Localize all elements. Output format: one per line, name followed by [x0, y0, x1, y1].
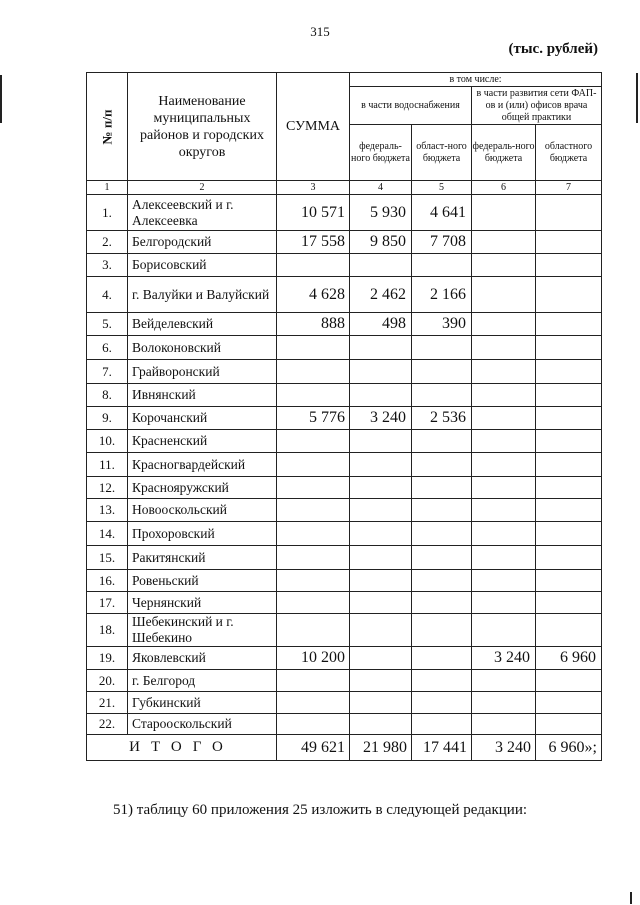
row-fap-federal [472, 499, 536, 522]
table-row [87, 592, 602, 614]
row-number: 20. [87, 670, 128, 692]
row-water-federal: 5 930 [350, 195, 412, 231]
row-sum: 4 628 [277, 277, 350, 313]
row-water-regional: 2 166 [412, 277, 472, 313]
row-sum [277, 499, 350, 522]
table-row [87, 614, 602, 647]
row-name: Ракитянский [128, 546, 277, 570]
row-water-regional: 2 536 [412, 407, 472, 430]
row-water-regional [412, 670, 472, 692]
row-water-regional [412, 499, 472, 522]
row-name: Красненский [128, 430, 277, 453]
scan-edge-mark-left [0, 75, 2, 123]
row-fap-federal [472, 546, 536, 570]
row-sum: 5 776 [277, 407, 350, 430]
row-sum [277, 670, 350, 692]
row-fap-regional [536, 499, 602, 522]
row-number: 18. [87, 614, 128, 647]
row-fap-federal [472, 453, 536, 477]
row-fap-federal [472, 231, 536, 254]
row-sum [277, 384, 350, 407]
row-fap-regional [536, 714, 602, 735]
row-number: 13. [87, 499, 128, 522]
row-water-federal: 2 462 [350, 277, 412, 313]
table-row [87, 522, 602, 546]
row-fap-federal [472, 313, 536, 336]
row-name: Алексеевский и г. Алексеевка [128, 195, 277, 231]
row-fap-regional [536, 614, 602, 647]
row-number: 12. [87, 477, 128, 499]
row-name: Прохоровский [128, 522, 277, 546]
table-row [87, 499, 602, 522]
row-name: Волоконовский [128, 336, 277, 360]
row-fap-federal [472, 384, 536, 407]
row-sum [277, 714, 350, 735]
header-name: Наименование муниципальных районов и городских округов [128, 73, 277, 181]
row-water-federal [350, 614, 412, 647]
row-number: 3. [87, 254, 128, 277]
table-row [87, 407, 602, 430]
row-fap-regional [536, 570, 602, 592]
total-row [87, 735, 602, 761]
row-sum [277, 477, 350, 499]
header-including: в том числе: [350, 73, 602, 87]
row-sum [277, 453, 350, 477]
row-number: 17. [87, 592, 128, 614]
row-fap-federal [472, 477, 536, 499]
table-row [87, 336, 602, 360]
table-row [87, 254, 602, 277]
row-fap-federal [472, 614, 536, 647]
header-fap-regional: областного бюджета [536, 125, 602, 181]
row-water-regional: 7 708 [412, 231, 472, 254]
row-name: Красногвардейский [128, 453, 277, 477]
column-number: 4 [350, 181, 412, 195]
row-name: Старооскольский [128, 714, 277, 735]
row-fap-regional [536, 336, 602, 360]
header-water-federal: федераль-ного бюджета [350, 125, 412, 181]
row-water-regional [412, 546, 472, 570]
row-number: 7. [87, 360, 128, 384]
row-water-regional [412, 614, 472, 647]
row-fap-regional [536, 313, 602, 336]
row-fap-federal [472, 407, 536, 430]
total-label: ИТОГО [87, 735, 277, 761]
row-sum [277, 692, 350, 714]
column-number: 2 [128, 181, 277, 195]
column-number: 5 [412, 181, 472, 195]
row-water-regional [412, 522, 472, 546]
row-fap-regional [536, 546, 602, 570]
total-fap-regional: 6 960»; [536, 735, 602, 761]
row-fap-federal [472, 670, 536, 692]
row-number: 6. [87, 336, 128, 360]
row-water-federal [350, 670, 412, 692]
row-fap-regional [536, 477, 602, 499]
table-row [87, 570, 602, 592]
row-water-regional [412, 570, 472, 592]
row-number: 11. [87, 453, 128, 477]
row-fap-regional [536, 407, 602, 430]
row-fap-regional [536, 692, 602, 714]
row-name: Ивнянский [128, 384, 277, 407]
row-fap-regional [536, 360, 602, 384]
page-number: 315 [310, 24, 330, 39]
row-water-federal [350, 592, 412, 614]
row-fap-federal [472, 277, 536, 313]
row-sum [277, 592, 350, 614]
header-fap: в части развития сети ФАП-ов и (или) офисов врача общей практики [472, 87, 602, 125]
header-sum: СУММА [277, 73, 350, 181]
table-row [87, 430, 602, 453]
row-fap-federal [472, 360, 536, 384]
row-name: г. Белгород [128, 670, 277, 692]
row-water-federal [350, 714, 412, 735]
row-name: Шебекинский и г. Шебекино [128, 614, 277, 647]
row-sum: 10 200 [277, 647, 350, 670]
row-sum: 888 [277, 313, 350, 336]
row-sum: 17 558 [277, 231, 350, 254]
row-water-federal: 498 [350, 313, 412, 336]
row-sum [277, 522, 350, 546]
row-fap-regional [536, 231, 602, 254]
header-water: в части водоснабжения [350, 87, 472, 125]
row-water-regional [412, 714, 472, 735]
row-name: Борисовский [128, 254, 277, 277]
row-fap-federal [472, 570, 536, 592]
footer-instruction: 51) таблицу 60 приложения 25 изложить в следующей редакции: [112, 802, 528, 818]
row-water-regional [412, 254, 472, 277]
row-number: 15. [87, 546, 128, 570]
header-water-regional: област-ного бюджета [412, 125, 472, 181]
row-sum [277, 360, 350, 384]
row-name: г. Валуйки и Валуйский [128, 277, 277, 313]
row-number: 21. [87, 692, 128, 714]
row-number: 22. [87, 714, 128, 735]
table-row [87, 714, 602, 735]
row-water-federal [350, 499, 412, 522]
row-name: Новооскольский [128, 499, 277, 522]
row-water-federal: 3 240 [350, 407, 412, 430]
row-number: 10. [87, 430, 128, 453]
row-number: 16. [87, 570, 128, 592]
row-water-federal [350, 254, 412, 277]
row-sum [277, 430, 350, 453]
row-name: Грайворонский [128, 360, 277, 384]
column-number: 3 [277, 181, 350, 195]
column-number-row [87, 181, 602, 195]
row-fap-federal [472, 254, 536, 277]
row-water-regional [412, 592, 472, 614]
row-water-federal [350, 546, 412, 570]
row-sum [277, 546, 350, 570]
total-sum: 49 621 [277, 735, 350, 761]
row-fap-regional [536, 430, 602, 453]
table-row [87, 313, 602, 336]
row-sum [277, 570, 350, 592]
column-number: 6 [472, 181, 536, 195]
row-name: Краснояружский [128, 477, 277, 499]
row-name: Вейделевский [128, 313, 277, 336]
row-name: Яковлевский [128, 647, 277, 670]
row-fap-regional [536, 277, 602, 313]
row-fap-federal [472, 592, 536, 614]
row-sum [277, 254, 350, 277]
table-row [87, 231, 602, 254]
total-water-regional: 17 441 [412, 735, 472, 761]
row-water-federal [350, 570, 412, 592]
total-fap-federal: 3 240 [472, 735, 536, 761]
row-water-federal [350, 430, 412, 453]
table-row [87, 453, 602, 477]
row-water-federal: 9 850 [350, 231, 412, 254]
table-row [87, 277, 602, 313]
scan-edge-mark-bottom [630, 892, 632, 904]
table-row [87, 477, 602, 499]
row-fap-regional [536, 195, 602, 231]
column-number: 1 [87, 181, 128, 195]
row-water-regional [412, 336, 472, 360]
row-water-regional: 390 [412, 313, 472, 336]
row-fap-regional: 6 960 [536, 647, 602, 670]
row-water-regional [412, 477, 472, 499]
row-fap-federal [472, 692, 536, 714]
budget-table [86, 72, 602, 761]
table-row [87, 692, 602, 714]
row-fap-federal: 3 240 [472, 647, 536, 670]
row-water-regional: 4 641 [412, 195, 472, 231]
row-water-federal [350, 360, 412, 384]
row-water-federal [350, 692, 412, 714]
total-water-federal: 21 980 [350, 735, 412, 761]
row-fap-federal [472, 522, 536, 546]
row-name: Белгородский [128, 231, 277, 254]
row-fap-regional [536, 670, 602, 692]
row-number: 14. [87, 522, 128, 546]
row-number: 4. [87, 277, 128, 313]
row-water-federal [350, 336, 412, 360]
row-sum [277, 336, 350, 360]
row-water-federal [350, 647, 412, 670]
row-fap-federal [472, 336, 536, 360]
row-sum [277, 614, 350, 647]
row-water-federal [350, 384, 412, 407]
row-water-federal [350, 477, 412, 499]
row-water-regional [412, 692, 472, 714]
row-fap-federal [472, 430, 536, 453]
column-number: 7 [536, 181, 602, 195]
row-name: Губкинский [128, 692, 277, 714]
row-water-regional [412, 453, 472, 477]
table-row [87, 546, 602, 570]
scan-edge-mark-right [636, 73, 638, 123]
header-num: № п/п [87, 73, 128, 181]
row-water-regional [412, 384, 472, 407]
row-number: 1. [87, 195, 128, 231]
table-row [87, 647, 602, 670]
row-number: 2. [87, 231, 128, 254]
table-row [87, 670, 602, 692]
row-name: Ровеньский [128, 570, 277, 592]
row-water-regional [412, 430, 472, 453]
header-fap-federal: федераль-ного бюджета [472, 125, 536, 181]
row-fap-regional [536, 384, 602, 407]
row-fap-regional [536, 254, 602, 277]
row-name: Чернянский [128, 592, 277, 614]
row-fap-federal [472, 714, 536, 735]
row-fap-federal [472, 195, 536, 231]
table-row [87, 195, 602, 231]
row-fap-regional [536, 522, 602, 546]
table-row [87, 384, 602, 407]
row-number: 5. [87, 313, 128, 336]
row-number: 8. [87, 384, 128, 407]
row-water-federal [350, 522, 412, 546]
units-label: (тыс. рублей) [508, 41, 598, 57]
row-water-regional [412, 647, 472, 670]
row-fap-regional [536, 453, 602, 477]
row-sum: 10 571 [277, 195, 350, 231]
table-row [87, 360, 602, 384]
row-water-regional [412, 360, 472, 384]
row-number: 19. [87, 647, 128, 670]
row-water-federal [350, 453, 412, 477]
row-name: Корочанский [128, 407, 277, 430]
row-fap-regional [536, 592, 602, 614]
row-number: 9. [87, 407, 128, 430]
